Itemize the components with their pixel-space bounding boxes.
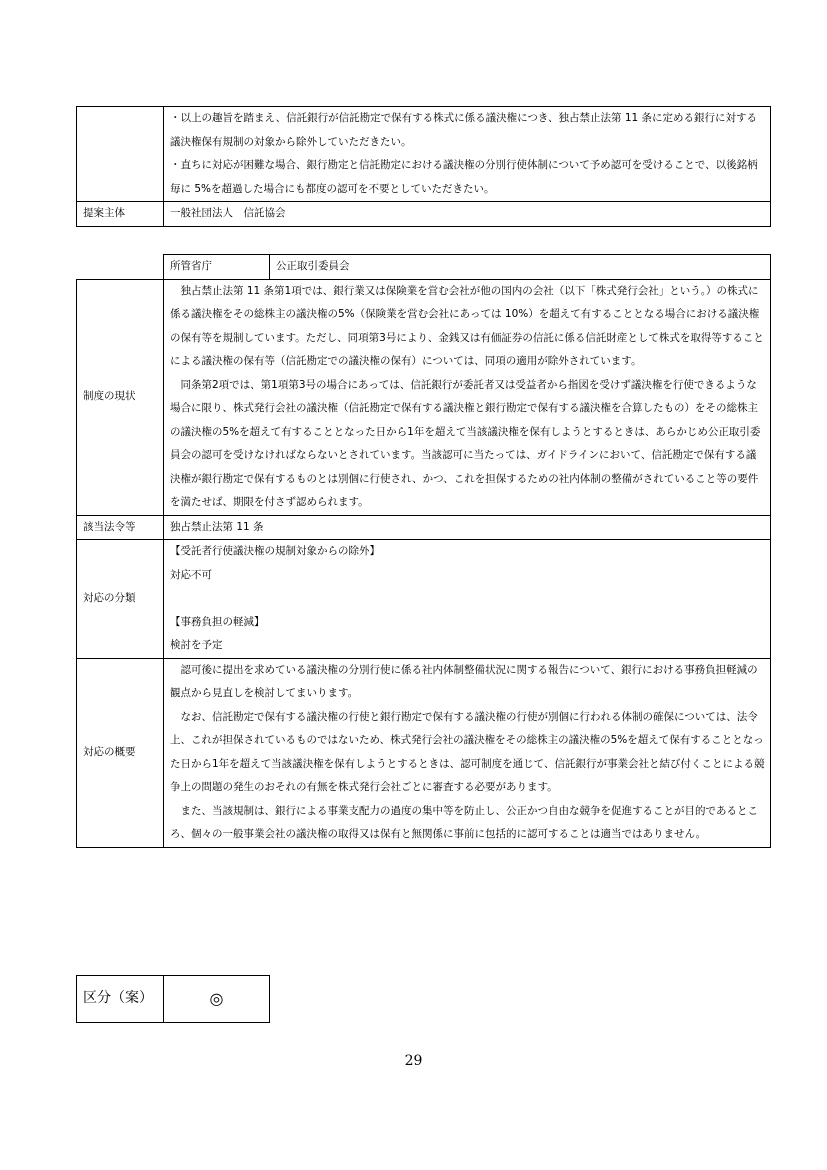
request-content-cell (164, 107, 771, 202)
category-value: ◎ (164, 976, 270, 1023)
request-bullet: ・直ちに対応が困難な場合、銀行勘定と信託勘定における議決権の分別行使体制について予め認可を受けることで、以後銘柄毎に 5%を超過した場合にも都度の認可を不要としていただきたい。 (170, 159, 758, 195)
classification-row (77, 540, 771, 659)
classification-line: 【受託者行使議決権の規制対象からの除外】 (170, 545, 380, 557)
summary-paragraph: また、当該規制は、銀行による事業支配力の過度の集中等を防止し、公正かつ自由な競争を促進することが目的であるところ、個々の一般事業会社の議決権の取得又は保有と無関係に事前に包括的に認可することは適当ではありません。 (170, 804, 758, 840)
current-status-label: 制度の現状 (77, 279, 164, 515)
classification-line: 検討を予定 (170, 639, 223, 651)
law-label: 該当法令等 (77, 515, 164, 540)
category-row (77, 976, 270, 1023)
proposal-table-continued (76, 106, 771, 227)
law-value: 独占禁止法第 11 条 (164, 515, 771, 540)
summary-paragraph: なお、信託勘定で保有する議決権の行使と銀行勘定で保有する議決権の行使が別個に行われる体制の確保については、法令上、これが担保されているものではないため、株式発行会社の議決権をその総株主の議決権の5%を超えて保有することとなった日から1年を超えて当該議決権を保有しようとするときは、認可制度を通じて、信託銀行が事業会社と結び付くことによる競争上の問題の発生のおそれの有無を株式発行会社ごとに審査する必要があります。 (170, 710, 765, 793)
request-label-cell (77, 107, 164, 202)
classification-content (164, 540, 771, 659)
summary-paragraph: 認可後に提出を求めている議決権の分別行使に係る社内体制整備状況に関する報告について、銀行における事務負担軽減の観点から見直しを検討してまいります。 (170, 663, 758, 699)
proposer-label: 提案主体 (77, 202, 164, 227)
current-status-paragraph: 独占禁止法第 11 条第1項では、銀行業又は保険業を営む会社が他の国内の会社（以下「株式発行会社」という。）の株式に係る議決権をその総株主の議決権の5%（保険業を営む会社にあっては 10%）を超えて有することとなる場合における議決権の保有等を規制しています。ただし、同項第3号により、金銭又は有価証券の信託に係る信託財産として株式を取得等することによる議決権の保有等（信託勘定での議決権の保有）については、同項の適用が除外されています。 (170, 284, 764, 367)
ministry-row (77, 255, 771, 280)
current-status-content (164, 279, 771, 515)
current-status-row (77, 279, 771, 515)
summary-label: 対応の概要 (77, 658, 164, 847)
classification-line: 対応不可 (170, 568, 212, 581)
blank-cell (77, 255, 164, 280)
request-bullet: ・以上の趣旨を踏まえ、信託銀行が信託勘定で保有する株式に係る議決権につき、独占禁止法第 11 条に定める銀行に対する議決権保有規制の対象から除外していただきたい。 (170, 112, 758, 148)
classification-label: 対応の分類 (77, 540, 164, 659)
response-table (76, 254, 771, 848)
law-row (77, 515, 771, 540)
current-status-paragraph: 同条第2項では、第1項第3号の場合にあっては、信託銀行が委託者又は受益者から指図を受けず議決権を行使できるような場合に限り、株式発行会社の議決権（信託勘定で保有する議決権と銀行勘定で保有する議決権を合算したもの）をその総株主の議決権の5%を超えて有することとなった日から1年を超えて当該議決権を保有しようとするときは、あらかじめ公正取引委員会の認可を受けなければならないとされています。当該認可に当たっては、ガイドラインにおいて、信託勘定で保有する議決権が銀行勘定で保有するものとは別個に行使され、かつ、これを担保するための社内体制の整備がされていること等の要件を満たせば、期限を付さず認められます。 (170, 378, 761, 508)
summary-content (164, 658, 771, 847)
classification-line: 【事務負担の軽減】 (170, 615, 265, 628)
summary-row (77, 658, 771, 847)
proposer-value: 一般社団法人 信託協会 (164, 202, 771, 227)
page-number: 29 (404, 1053, 423, 1069)
classification-line (170, 587, 766, 611)
ministry-value: 公正取引委員会 (270, 255, 771, 280)
category-label: 区分（案） (77, 976, 164, 1023)
proposer-row (77, 202, 771, 227)
request-row (77, 107, 771, 202)
category-table (76, 975, 270, 1023)
ministry-label: 所管省庁 (164, 255, 270, 280)
